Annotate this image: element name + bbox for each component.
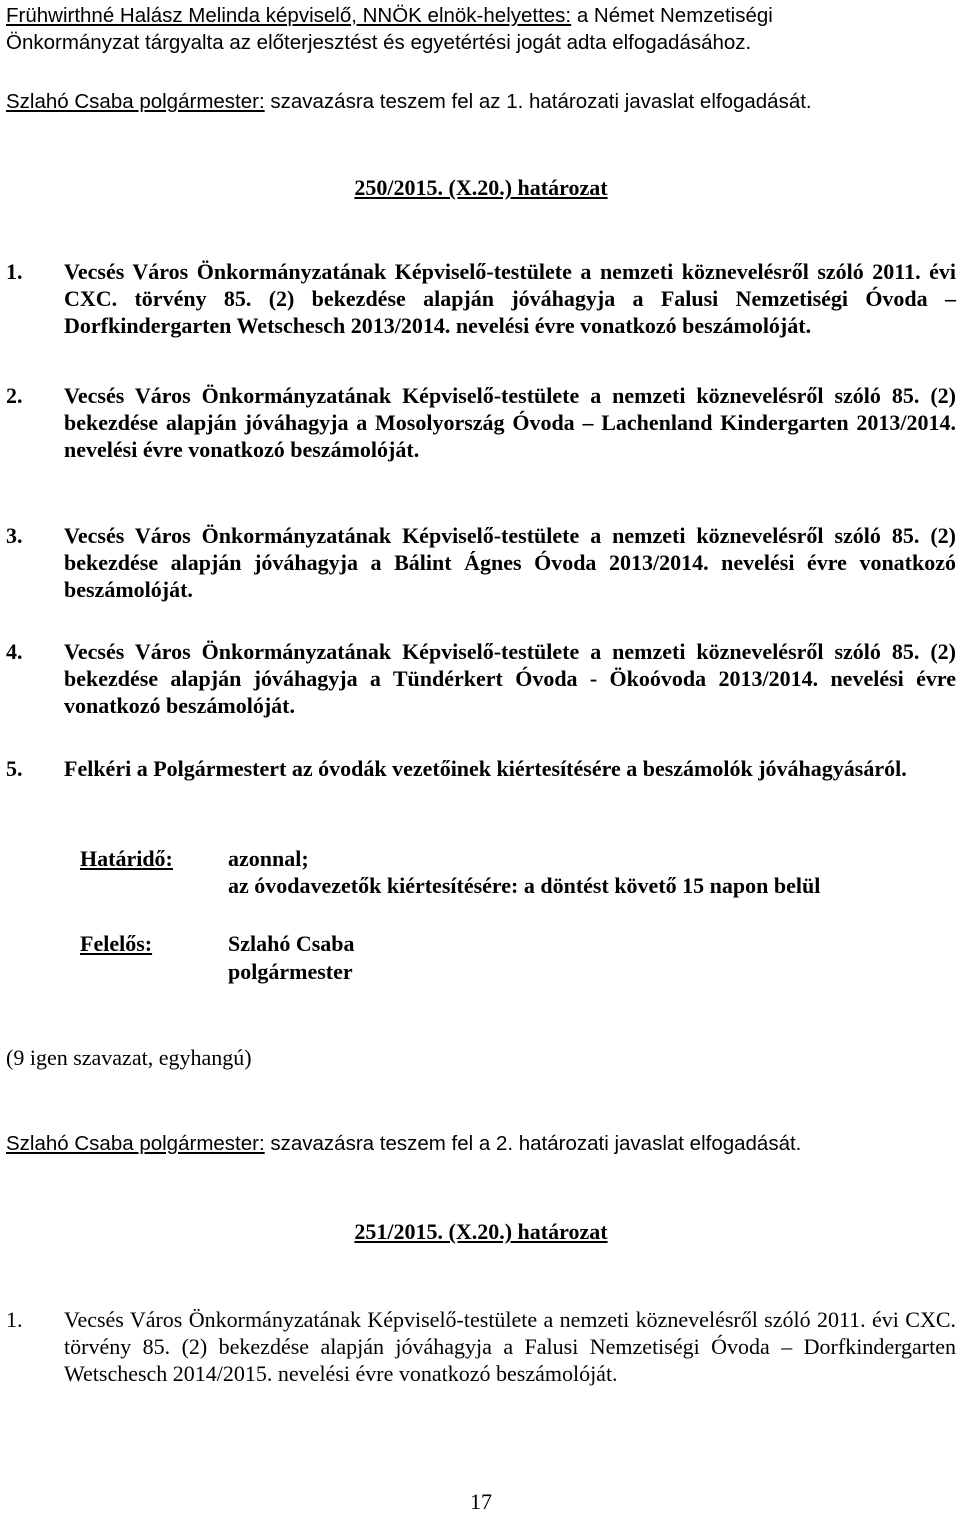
deadline-value-2: az óvodavezetők kiértesítésére: a döntést követő 15 napon belül <box>228 873 821 898</box>
item-text: Vecsés Város Önkormányzatának Képviselő-testülete a nemzeti köznevelésről szóló 85. (2) bekezdése alapján jóváhagyja a Mosolyország Óvoda – Lachenland Kindergarten 2013/2014. nevelési évre vonatkozó beszámolóját. <box>64 383 956 462</box>
intro-text-line2: Önkormányzat tárgyalta az előterjesztést és egyetértési jogát adta elfogadásához. <box>6 31 752 54</box>
intro-speaker: Frühwirthné Halász Melinda képviselő, NNÖK elnök-helyettes: <box>6 4 572 27</box>
page-number: 17 <box>470 1489 492 1514</box>
item-number: 5. <box>6 756 23 781</box>
deadline-value-1: azonnal; <box>228 846 309 871</box>
deadline-label: Határidő: <box>80 846 173 871</box>
resolution-2-number: 251/2015. (X.20.) határozat <box>354 1219 608 1244</box>
intro-paragraph <box>6 2 956 56</box>
resolution-1-title <box>6 174 956 201</box>
responsible-name: Szlahó Csaba <box>228 931 355 956</box>
item-text: Vecsés Város Önkormányzatának Képviselő-testülete a nemzeti köznevelésről szóló 85. (2) bekezdése alapján jóváhagyja a Bálint Ágnes Óvoda 2013/2014. nevelési évre vonatkozó beszámolóját. <box>64 523 956 602</box>
document-page <box>6 0 956 1513</box>
resolution-2-title <box>6 1218 956 1245</box>
item-text: Vecsés Város Önkormányzatának Képviselő-testülete a nemzeti köznevelésről szóló 85. (2) bekezdése alapján jóváhagyja a Tündérkert Óvoda - Ökoóvoda 2013/2014. nevelési évre vonatkozó beszámolóját. <box>64 639 956 718</box>
vote-1-speaker: Szlahó Csaba polgármester: <box>6 90 265 113</box>
item-text: Vecsés Város Önkormányzatának Képviselő-testülete a nemzeti köznevelésről szóló 2011. évi CXC. törvény 85. (2) bekezdése alapján jóváhagyja a Falusi Nemzetiségi Óvoda – Dorfkindergarten Wetschesch 2014/2015. nevelési évre vonatkozó beszámolóját. <box>64 1307 956 1386</box>
item-number: 3. <box>6 523 23 548</box>
responsible-label: Felelős: <box>80 931 153 956</box>
vote-result: (9 igen szavazat, egyhangú) <box>6 1045 252 1070</box>
item-number: 2. <box>6 383 23 408</box>
vote-call-2 <box>6 1130 801 1157</box>
responsible-title: polgármester <box>228 959 353 984</box>
item-number: 4. <box>6 639 23 664</box>
vote-2-speaker: Szlahó Csaba polgármester: <box>6 1132 265 1155</box>
item-text: Vecsés Város Önkormányzatának Képviselő-testülete a nemzeti köznevelésről szóló 2011. évi CXC. törvény 85. (2) bekezdése alapján jóváhagyja a Falusi Nemzetiségi Óvoda – Dorfkindergarten Wetschesch 2013/2014. nevelési évre vonatkozó beszámolóját. <box>64 259 956 338</box>
vote-call-1 <box>6 88 812 115</box>
resolution-1-number: 250/2015. (X.20.) határozat <box>354 175 608 200</box>
item-number: 1. <box>6 1307 23 1332</box>
vote-2-text: szavazásra teszem fel a 2. határozati javaslat elfogadását. <box>264 1132 802 1155</box>
item-text: Felkéri a Polgármestert az óvodák vezetőinek kiértesítésére a beszámolók jóváhagyásáról. <box>64 756 907 781</box>
vote-1-text: szavazásra teszem fel az 1. határozati javaslat elfogadását. <box>264 90 812 113</box>
item-number: 1. <box>6 259 23 284</box>
intro-text-line1: a Német Nemzetiségi <box>571 4 773 27</box>
